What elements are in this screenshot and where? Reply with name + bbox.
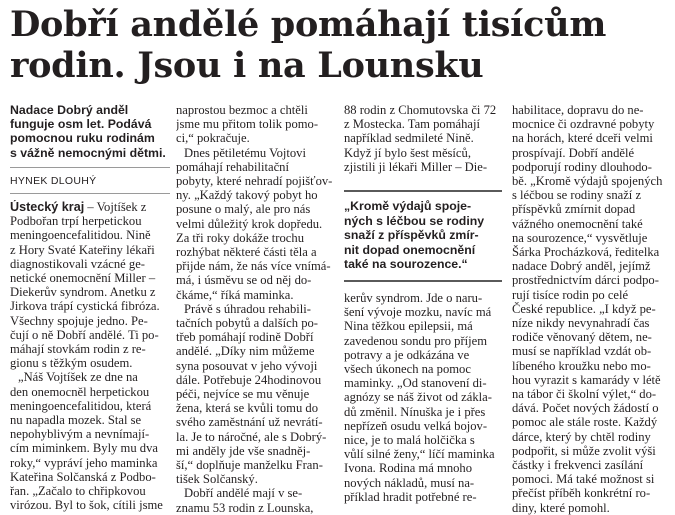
text-line: virózou. Byl to šok, cítili jsme [10,498,163,513]
text-line: Dnes pětiletému Vojtovi [184,145,306,160]
text-line: podpořit, si může zvolit výši [512,443,656,458]
text-line: níze nikdy nevynahradí čas [512,316,650,331]
paragraph [176,103,338,146]
text-line: z Hory Svaté Kateřiny lékaři [10,242,155,257]
text-line: mi anděly jde vše snadněj- [176,443,311,458]
text-line: vůlí silné ženy,“ líčí maminka [344,447,495,462]
text-line: Jirkova trápí cystická fibróza. [10,299,160,314]
byline [10,167,170,194]
text-line: dárce, který by chtěl rodiny [512,429,651,444]
text-line: kerův syndrom. Jde o naru- [344,291,483,305]
text-line: péči, nejvíce se mu věnuje [176,387,310,402]
text-line: mocnice či ozdravné pobyty [512,117,655,132]
text-line: Právě s úhradou rehabili- [184,301,311,316]
text-line: nových nákladů, musí na- [344,475,475,490]
paragraph [344,291,506,504]
text-line: máhají stovkám rodin z re- [10,342,146,357]
text-line: – Vojtíšek z [84,200,147,215]
text-line: pomoc ale stále roste. Každý [512,415,658,430]
text-line: nepřízeň osudu velká bojov- [344,418,488,433]
text-line: pomoci. Má také možnost si [512,472,655,487]
text-line: svého zaměstnání už nevrátí- [176,415,323,430]
paragraph [10,200,170,370]
text-line: s léčbou se rodiny snaží z [512,188,642,203]
text-line: na tábor či školní výlet,“ do- [512,387,657,402]
perex-line: s vážně nemocnými dětmi. [10,145,166,160]
author-name: HYNEK DLOUHÝ [10,174,97,187]
text-line: netické onemocnění Miller – [10,271,156,286]
text-line: nepohyblivým a nevnímají- [10,427,150,442]
text-line: Šárka Procházková, ředitelka [512,245,660,260]
paragraph [512,103,674,515]
pull-quote [344,190,502,282]
quote-line: „Kromě výdajů spoje- [344,199,472,213]
quote-line: také na sourozence.“ [344,257,468,272]
text-line: bě. „Kromě výdajů spojených [512,174,663,189]
text-line: la. Je to náročné, ale s Dobrý- [176,429,327,444]
text-line: příklad hradit potřebné re- [344,489,477,504]
text-line: andělé. „Díky nim můžeme [176,344,315,359]
text-line: například sedmileté Nině. [344,131,474,146]
paragraph [176,486,338,514]
text-line: cím miminkem. Byly mu dva [10,441,158,456]
paragraph [344,103,506,174]
text-line: rozhýbat některé části těla a [176,245,317,260]
text-line: pomáhají rehabilitační [176,159,289,174]
text-line: meningoencefalitidou, která [10,398,152,413]
text-line: líbeného kroužku nebo mo- [512,358,651,373]
headline [10,4,670,86]
text-line: Diekerův syndrom. Anetku z [10,285,156,300]
text-line: dává. Počet nových žádostí o [512,401,659,416]
text-line: podporují rodiny dlouhodo- [512,159,652,174]
column-4 [512,103,674,515]
text-line: ny. „Každý takový pobyt ho [176,188,318,203]
text-line: na sourozence,“ vysvětluje [512,230,648,245]
text-line: čkáme,“ říká maminka. [176,287,294,302]
perex [10,103,170,160]
text-line: nadace Dobrý anděl, jejímž [512,259,651,274]
text-line: naprostou bezmoc a chtěli [176,103,308,117]
text-line: příspěvků zmírnit dopad [512,202,636,217]
text-line: všech úkonech na pomoc [344,362,471,377]
text-line: gionu s těžkým osudem. [10,356,133,371]
text-line: pobyty, které nehradí pojišťov- [176,174,333,189]
perex-line: pomocnou ruku rodinám [10,131,155,146]
column-2 [176,103,338,515]
column-1 [10,103,170,512]
text-line: Dobří andělé mají v se- [184,486,303,501]
text-line: šení vývoje mozku, navíc má [344,305,492,320]
text-line: Kateřina Solčanská z Podbo- [10,469,156,484]
text-line: posune o malý, ale pro nás [176,202,311,217]
text-line: habilitace, dopravu do ne- [512,103,644,117]
text-line: maminky. „Od stanovení di- [344,376,487,391]
text-line: žena, která se kvůli tomu do [176,401,318,416]
text-line: ci,“ pokračuje. [176,131,250,146]
text-line: Nina těžkou epilepsii, má [344,319,473,334]
quote-line: ných s léčbou se rodiny [344,213,485,228]
text-line: České republice. „I když pe- [512,301,656,316]
quote-line: snaží z příspěvků zmír- [344,228,479,243]
text-line: vážného onemocnění také [512,216,643,231]
text-line: čují o ně Dobří andělé. Ti po- [10,327,159,342]
text-line: Za tři roky dokáže trochu [176,230,304,245]
text-line: z Mostecka. Tam pomáhají [344,117,480,132]
text-line: Podbořan trpí herpetickou [10,214,142,229]
text-line: velmi důležitý krok dopředu. [176,216,323,231]
text-line: má, i úsměvu se od něj do- [176,273,312,288]
text-line: tačních pobytů a dalších po- [176,316,318,331]
text-line: 88 rodin z Chomutovska či 72 [344,103,497,117]
perex-line: funguje osm let. Podává [10,117,152,132]
text-line: den onemocněl herpetickou [10,384,150,399]
text-line: rují tisíce rodin po celé [512,287,629,302]
headline-line: rodin. Jsou i na Lounsku [10,45,484,86]
text-line: zjistili ji lékaři Miller – Die- [344,159,488,174]
text-line: diagnostikovali vzácné ge- [10,256,145,271]
text-line: dále. Potřebuje 24hodinovou [176,372,322,387]
text-line: diny, které pomohl. [512,500,610,515]
text-line: Všechny spojuje jedno. Pe- [10,313,148,328]
text-line: nice, je to malá holčička s [344,433,475,448]
text-line: ší,“ doplňuje manželku Fran- [176,458,323,473]
quote-line: nit dopad onemocnění [344,242,476,257]
text-line: musí se například vzdát ob- [512,344,652,359]
column-3-bottom [344,291,506,504]
paragraph [10,370,170,512]
text-line: „Náš Vojtíšek ze dne na [18,370,138,385]
text-line: tišek Solčanský. [176,472,258,487]
text-line: agnózy se náš život od zákla- [344,390,492,405]
text-line: Ivona. Rodina má mnoho [344,461,473,476]
text-line: roky,“ vypráví jeho maminka [10,455,158,470]
perex-line: Nadace Dobrý anděl [10,103,129,117]
text-line: přijde nám, že nás více vnímá- [176,259,331,274]
text-line: rodiče věnovaný dětem, ne- [512,330,652,345]
text-line: zavedenou sondu pro příjem [344,333,488,348]
text-line: na horách, které dceři velmi [512,131,653,146]
text-line: Když jí bylo šest měsíců, [344,145,471,160]
text-line: prostřednictvím dárci podpo- [512,273,659,288]
text-line: prospívají. Dobří andělé [512,145,635,160]
text-line: hou vyrazit s kamarády v létě [512,372,661,387]
headline-line: Dobří andělé pomáhají tisícům [10,4,607,45]
text-line: částky i frekvenci zasílání [512,458,644,473]
text-line: meningoencefalitidou. Nině [10,228,151,243]
text-line: potravy a je odkázána ve [344,347,470,362]
column-3-top [344,103,506,174]
text-line: jsme mu přitom tolik pomo- [176,117,319,132]
text-line: řan. „Začalo to chřipkovou [10,484,146,499]
text-line: třeb pomáhají rodině Dobří [176,330,314,345]
lead-label: Ústecký kraj [10,200,85,215]
paragraph [176,302,338,487]
text-line: znamu 53 rodin z Lounska, [176,500,314,515]
text-line: syna posouvat v jeho vývoji [176,358,318,373]
text-line: dů změnil. Nínuška je i přes [344,404,486,419]
byline-divider [10,193,170,194]
text-line: přečíst příběh konkrétní ro- [512,486,651,501]
paragraph [176,146,338,302]
text-line: nu napadla mozek. Stal se [10,413,142,428]
